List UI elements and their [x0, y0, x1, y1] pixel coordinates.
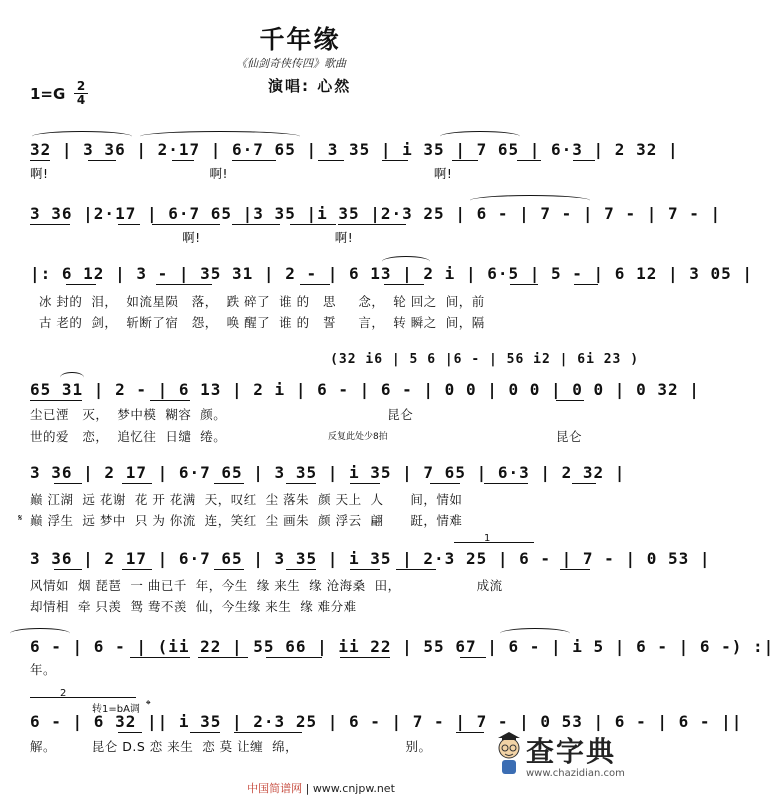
ending-2-label: 2	[60, 688, 67, 699]
meter-top: 2	[76, 79, 86, 93]
lyrics-row-7-verse-2: 却情相 牵 只羡 鸳 鸯不羡 仙，今生缘 来生 缘 难分难	[30, 599, 357, 614]
logo-name: 查字典	[526, 735, 617, 768]
song-subtitle: 《仙剑奇侠传四》歌曲	[236, 57, 346, 70]
meter-bottom: 4	[76, 93, 86, 107]
logo-url[interactable]: www.chazidian.com	[526, 768, 625, 779]
interlude-notes: (32 i6 | 5 6 |6 - | 56 i2 | 6i 23 )	[30, 352, 640, 367]
singer-label: 演唱: 心然	[268, 77, 352, 95]
lyrics-row-1: 啊! 啊! 啊!	[30, 166, 453, 181]
score-row-8	[30, 637, 774, 657]
notes-row-3: |: 6 12 | 3 - | 35 31 | 2 - | 6 13 | 2 i | 6·5 | 5 - | 6 12 | 3 05 |	[30, 264, 754, 283]
lyrics-row-6-verse-1: 巅 江湖 远 花谢 花 开 花满 天，叹红 尘 落朱 颜 天上 人 间，情如	[30, 492, 463, 507]
page-title: 千年缘	[259, 25, 341, 54]
interlude-row	[30, 350, 640, 370]
repeat-note: 反复此处少8拍	[328, 432, 388, 442]
lyrics-row-9: 解。 昆仑 D.S 恋 来生 恋 莫 让缠 绵， 别。	[30, 739, 432, 754]
notes-row-8: 6 - | 6 - | (ii 22 | 55 66 | ii 22 | 55 67 | 6 - | i 5 | 6 - | 6 -) :|	[30, 637, 774, 656]
score-row-2	[30, 204, 722, 224]
notes-row-6: 3 36 | 2 17 | 6·7 65 | 3 35 | i 35 | 7 65 | 6·3 | 2 32 |	[30, 463, 626, 482]
lyrics-row-7-verse-1: 风情如 烟 琵琶 一 曲已千 年，今生 缘 来生 缘 沧海桑 田， 成流	[30, 578, 503, 593]
ending-1-label: 1	[484, 533, 491, 544]
score-row-6	[30, 463, 626, 483]
lyrics-row-8: 年。	[30, 662, 57, 677]
lyrics-row-6-verse-2: 巅 浮生 远 梦中 只 为 你流 连，笑红 尘 画朱 颜 浮云 翩 跹，情难	[30, 513, 463, 528]
lyrics-row-3-verse-2: 古 老的 剑， 斩断了宿 怨， 唤 醒了 谁 的 誓 言， 转 瞬之 间，隔	[30, 315, 485, 330]
footer-separator: |	[302, 782, 313, 795]
time-signature	[74, 81, 88, 106]
key-signature: 1=G	[30, 85, 66, 103]
notes-row-2: 3 36 |2·17 | 6·7 65 |3 35 |i 35 |2·3 25 | 6 - | 7 - | 7 - | 7 - |	[30, 204, 722, 223]
score-row-5	[30, 380, 700, 400]
lyrics-row-2: 啊! 啊!	[30, 230, 354, 245]
lyrics-row-5-verse-2: 世的爱 恋， 追忆往 日缱 绻。	[30, 429, 227, 444]
modulation-label: 转1=bA调	[92, 704, 140, 715]
lyrics-row-3-verse-1: 冰 封的 泪， 如流星陨 落， 跌 碎了 谁 的 思 念， 轮 回之 间，前	[30, 294, 485, 309]
notes-row-9: 6 - | 6 32 || i 35 | 2·3 25 | 6 - | 7 - | 7 - | 0 53 | 6 - | 6 - ||	[30, 712, 743, 731]
score-row-9	[30, 712, 743, 732]
footer-site[interactable]: 中国简谱网	[247, 782, 303, 795]
coda-sign: 𝄌	[146, 698, 151, 713]
score-row-3	[30, 264, 754, 284]
segno-sign: 𝄋	[18, 513, 23, 524]
notes-row-7: 3 36 | 2 17 | 6·7 65 | 3 35 | i 35 | 2·3 25 | 6 - | 7 - | 0 53 |	[30, 549, 711, 568]
footer-url[interactable]: www.cnjpw.net	[312, 782, 395, 795]
lyrics-row-5-verse-1: 尘已湮 灭， 梦中模 糊容 颜。 昆仑	[30, 407, 414, 422]
mascot-icon	[494, 732, 524, 776]
score-row-7	[30, 549, 711, 569]
notes-row-1: 32 | 3 36 | 2·17 | 6·7 65 | 3 35 | i 35 | 7 65 | 6·3 | 2 32 |	[30, 140, 679, 159]
score-row-1	[30, 140, 679, 160]
page-footer	[0, 780, 642, 796]
lyrics-row-5-extra: 昆仑	[556, 429, 583, 444]
notes-row-5: 65 31 | 2 - | 6 13 | 2 i | 6 - | 6 - | 0 0 | 0 0 | 0 0 | 0 32 |	[30, 380, 700, 399]
